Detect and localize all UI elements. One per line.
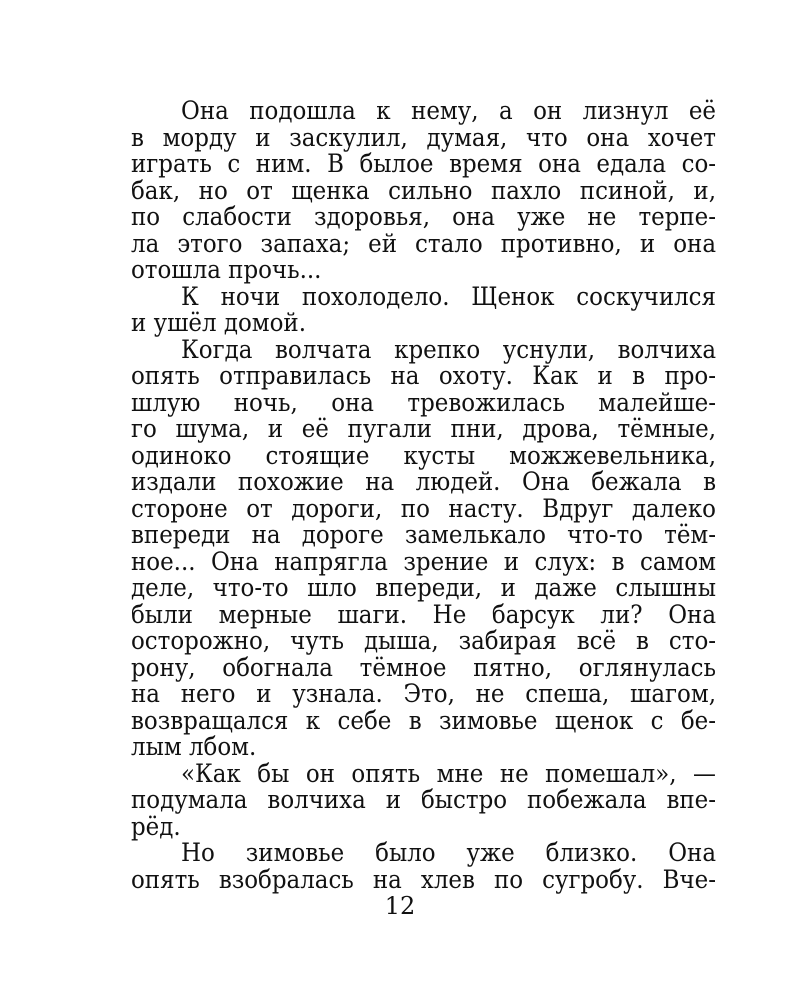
page-number: 12 <box>384 892 416 920</box>
text-line: деле, что-то шло впереди, и даже слышны <box>131 573 716 603</box>
text-line: были мерные шаги. Не барсук ли? Она <box>131 599 716 630</box>
text-line: Но зимовье было уже близко. Она <box>181 838 716 868</box>
text-line: отошла прочь... <box>131 255 322 285</box>
text-line: впереди на дороге замелькало что-то тём- <box>131 520 716 550</box>
text-line: по слабости здоровья, она уже не терпе- <box>131 202 716 232</box>
text-line: К ночи похолодело. Щенок соскучился <box>181 281 716 312</box>
paragraph-5 <box>131 840 716 893</box>
text-line: Она подошла к нему, а он лизнул её <box>181 96 716 126</box>
text-line: лым лбом. <box>131 732 257 762</box>
text-line: Когда волчата крепко уснули, волчиха <box>181 334 716 365</box>
text-line: бак, но от щенка сильно пахло псиной, и, <box>131 175 716 206</box>
paragraph-4 <box>131 758 716 842</box>
text-line: и ушёл домой. <box>131 308 306 338</box>
text-body <box>131 98 716 893</box>
text-line: возвращался к себе в зимовье щенок с бе- <box>131 705 716 736</box>
book-page <box>131 98 716 978</box>
text-line: опять отправилась на охоту. Как и в про- <box>131 361 716 391</box>
text-line: ла этого запаха; ей стало противно, и она <box>131 228 716 259</box>
text-line: стороне от дороги, по насту. Вдруг далеко <box>131 493 716 524</box>
text-line: в морду и заскулил, думая, что она хочет <box>131 122 716 153</box>
text-line: одиноко стоящие кусты можжевельника, <box>131 440 716 471</box>
text-line: на него и узнала. Это, не спеша, шагом, <box>131 679 716 709</box>
text-line: «Как бы он опять мне не помешал», — <box>181 758 716 789</box>
paragraph-1 <box>131 98 716 284</box>
text-line: опять взобралась на хлев по сугробу. Вче- <box>131 864 716 895</box>
text-line: подумала волчиха и быстро побежала впе- <box>131 785 716 815</box>
text-line: ное... Она напрягла зрение и слух: в самом <box>131 546 716 577</box>
text-line: рёд. <box>131 811 181 842</box>
text-line: осторожно, чуть дыша, забирая всё в сто- <box>131 626 716 656</box>
paragraph-3 <box>131 334 716 762</box>
text-line: шлую ночь, она тревожилась малейше- <box>131 387 716 418</box>
text-line: издали похожие на людей. Она бежала в <box>131 467 716 497</box>
text-line: рону, обогнала тёмное пятно, оглянулась <box>131 652 716 683</box>
paragraph-2 <box>131 281 716 338</box>
text-line: играть с ним. В былое время она едала со- <box>131 149 716 179</box>
text-line: го шума, и её пугали пни, дрова, тёмные, <box>131 414 716 444</box>
